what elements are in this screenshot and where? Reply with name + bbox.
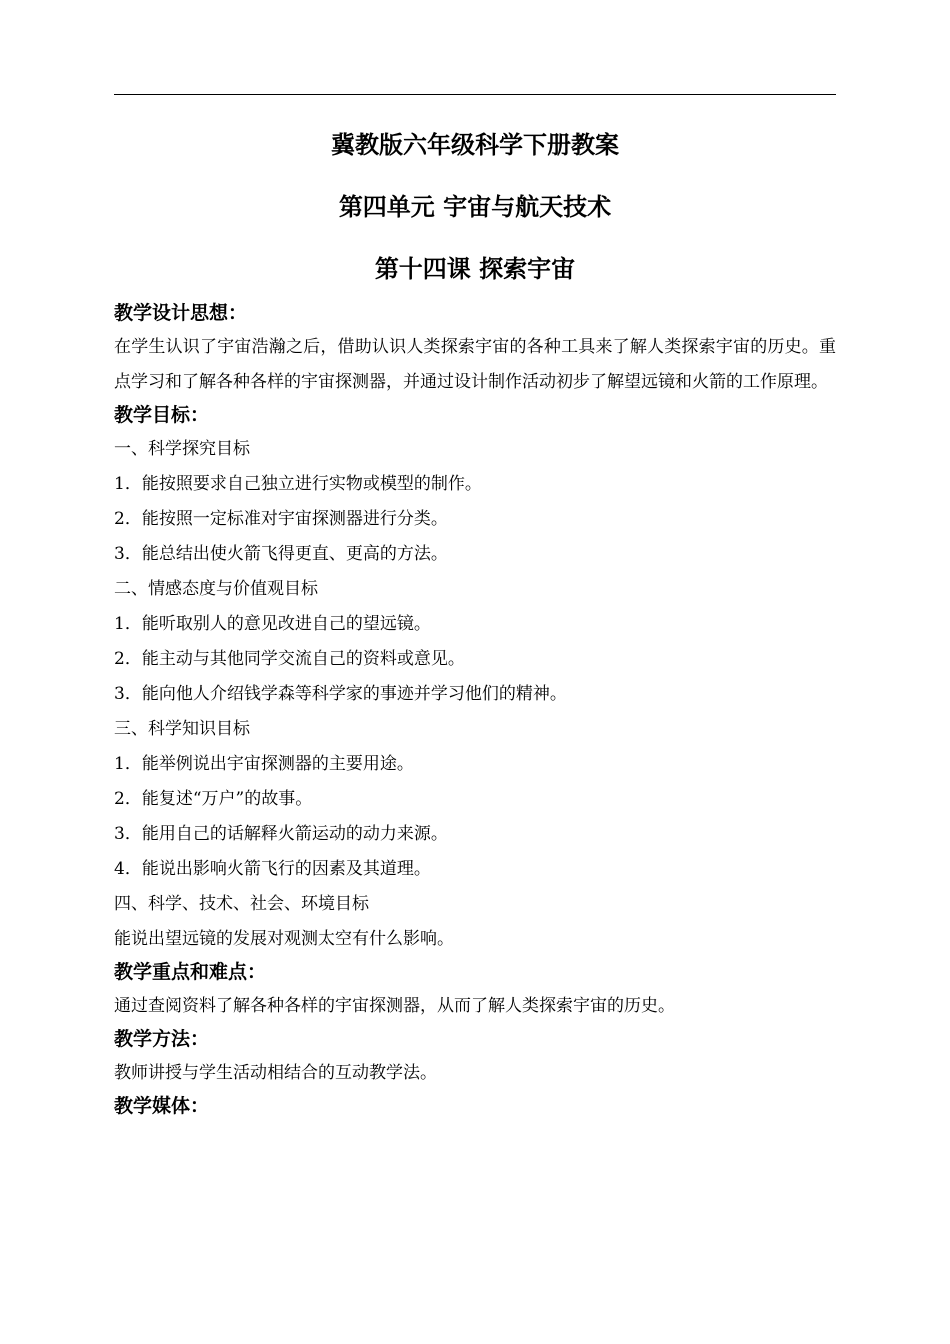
objective-line: 三、科学知识目标 xyxy=(114,719,250,739)
objective-line: 4．能说出影响火箭飞行的因素及其道理。 xyxy=(114,859,431,879)
section-heading: 教学重点和难点： xyxy=(114,961,267,983)
objective-line: 2．能主动与其他同学交流自己的资料或意见。 xyxy=(114,649,465,669)
paragraph: 通过查阅资料了解各种各样的宇宙探测器，从而了解人类探索宇宙的历史。 xyxy=(114,996,675,1016)
objective-line: 2．能复述“万户”的故事。 xyxy=(114,789,313,809)
unit-title: 第四单元 宇宙与航天技术 xyxy=(338,193,612,221)
document-title: 冀教版六年级科学下册教案 xyxy=(331,131,619,159)
section-heading: 教学目标： xyxy=(114,404,210,426)
section-methods xyxy=(114,1026,836,1091)
objective-line: 3．能向他人介绍钱学森等科学家的事迹并学习他们的精神。 xyxy=(114,684,567,704)
objective-line: 一、科学探究目标 xyxy=(114,439,250,459)
paragraph: 教师讲授与学生活动相结合的互动教学法。 xyxy=(114,1063,437,1083)
objective-line: 1．能举例说出宇宙探测器的主要用途。 xyxy=(114,754,414,774)
document-body xyxy=(114,128,836,1123)
section-design xyxy=(114,300,836,400)
header-rule xyxy=(114,94,836,95)
objective-line: 3．能总结出使火箭飞得更直、更高的方法。 xyxy=(114,544,448,564)
section-heading: 教学媒体： xyxy=(114,1095,210,1117)
section-heading: 教学设计思想： xyxy=(114,302,248,324)
objective-line: 能说出望远镜的发展对观测太空有什么影响。 xyxy=(114,929,454,949)
section-heading: 教学方法： xyxy=(114,1028,210,1050)
objective-line: 1．能听取别人的意见改进自己的望远镜。 xyxy=(114,614,431,634)
objective-line: 1．能按照要求自己独立进行实物或模型的制作。 xyxy=(114,474,482,494)
objective-line: 2．能按照一定标准对宇宙探测器进行分类。 xyxy=(114,509,448,529)
lesson-title: 第十四课 探索宇宙 xyxy=(374,255,576,283)
objective-line: 3．能用自己的话解释火箭运动的动力来源。 xyxy=(114,824,448,844)
objective-line: 二、情感态度与价值观目标 xyxy=(114,579,318,599)
section-objectives xyxy=(114,402,836,957)
section-keypoints xyxy=(114,959,836,1024)
paragraph: 在学生认识了宇宙浩瀚之后，借助认识人类探索宇宙的各种工具来了解人类探索宇宙的历史。重点学习和了解各种各样的宇宙探测器，并通过设计制作活动初步了解望远镜和火箭的工作原理。 xyxy=(114,337,836,392)
objective-line: 四、科学、技术、社会、环境目标 xyxy=(114,894,369,914)
section-media xyxy=(114,1093,836,1119)
